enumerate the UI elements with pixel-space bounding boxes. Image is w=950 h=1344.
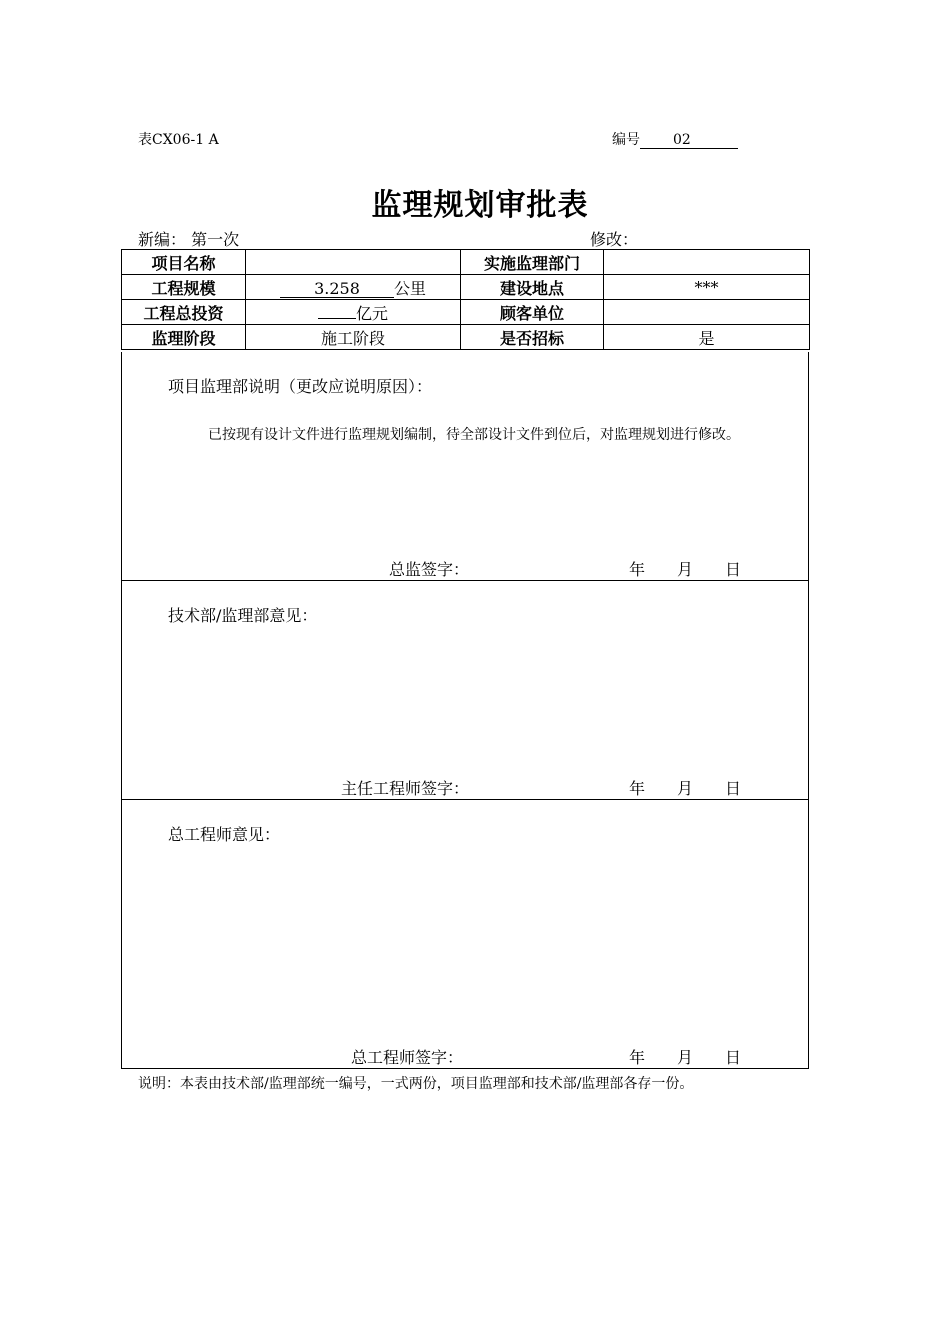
section-label: 技术部/监理部意见： [168,606,318,625]
impl-dept-label: 实施监理部门 [461,250,604,275]
edition [138,227,239,250]
day-label: 日 [725,1048,742,1067]
date-line [629,776,773,799]
year-label: 年 [629,779,646,798]
tender-label: 是否招标 [461,325,604,350]
form-number-label: 编号 [612,132,640,148]
document-title: 监理规划审批表 [371,188,589,223]
project-dept-explanation-section [121,352,809,581]
scale-label: 工程规模 [122,275,246,300]
scale-cell [246,275,461,300]
edition-label: 新编： [138,230,187,249]
month-label: 月 [677,779,694,798]
day-label: 日 [725,779,742,798]
revision-label: 修改： [590,230,639,249]
section-label: 项目监理部说明（更改应说明原因）： [168,377,433,396]
footnote: 说明：本表由技术部/监理部统一编号，一式两份，项目监理部和技术部/监理部各存一份。 [138,1076,694,1092]
day-label: 日 [725,560,742,579]
date-line [629,1045,773,1068]
client-label: 顾客单位 [461,300,604,325]
project-name-label: 项目名称 [122,250,246,275]
location-value: *** [604,275,810,300]
general-engineer-sign-label: 总工程师签字： [351,1048,464,1067]
scale-unit: 公里 [393,278,426,298]
stage-value: 施工阶段 [246,325,461,350]
form-code: 表CX06-1 A [138,132,219,148]
table-row [122,300,810,325]
form-number [612,129,738,149]
tech-dept-opinion-section [121,581,809,800]
month-label: 月 [677,560,694,579]
stage-label: 监理阶段 [122,325,246,350]
project-info-table [121,249,810,350]
form-number-value: 02 [640,132,738,149]
investment-cell [246,300,461,325]
explanation-text: 已按现有设计文件进行监理规划编制，待全部设计文件到位后，对监理规划进行修改。 [208,427,740,443]
project-name-value [246,250,461,275]
client-value [604,300,810,325]
scale-value: 3.258 [280,280,394,298]
date-line [629,557,773,580]
impl-dept-value [604,250,810,275]
investment-value [318,318,356,319]
table-row [122,325,810,350]
chief-engineer-sign-label: 主任工程师签字： [341,779,470,798]
table-row [122,250,810,275]
investment-unit: 亿元 [355,303,388,323]
table-row [122,275,810,300]
section-label: 总工程师意见： [168,825,281,844]
investment-label: 工程总投资 [122,300,246,325]
year-label: 年 [629,1048,646,1067]
location-label: 建设地点 [461,275,604,300]
month-label: 月 [677,1048,694,1067]
edition-value: 第一次 [191,230,240,249]
tender-value: 是 [604,325,810,350]
year-label: 年 [629,560,646,579]
chief-supervisor-sign-label: 总监签字： [389,560,470,579]
general-engineer-opinion-section [121,800,809,1069]
